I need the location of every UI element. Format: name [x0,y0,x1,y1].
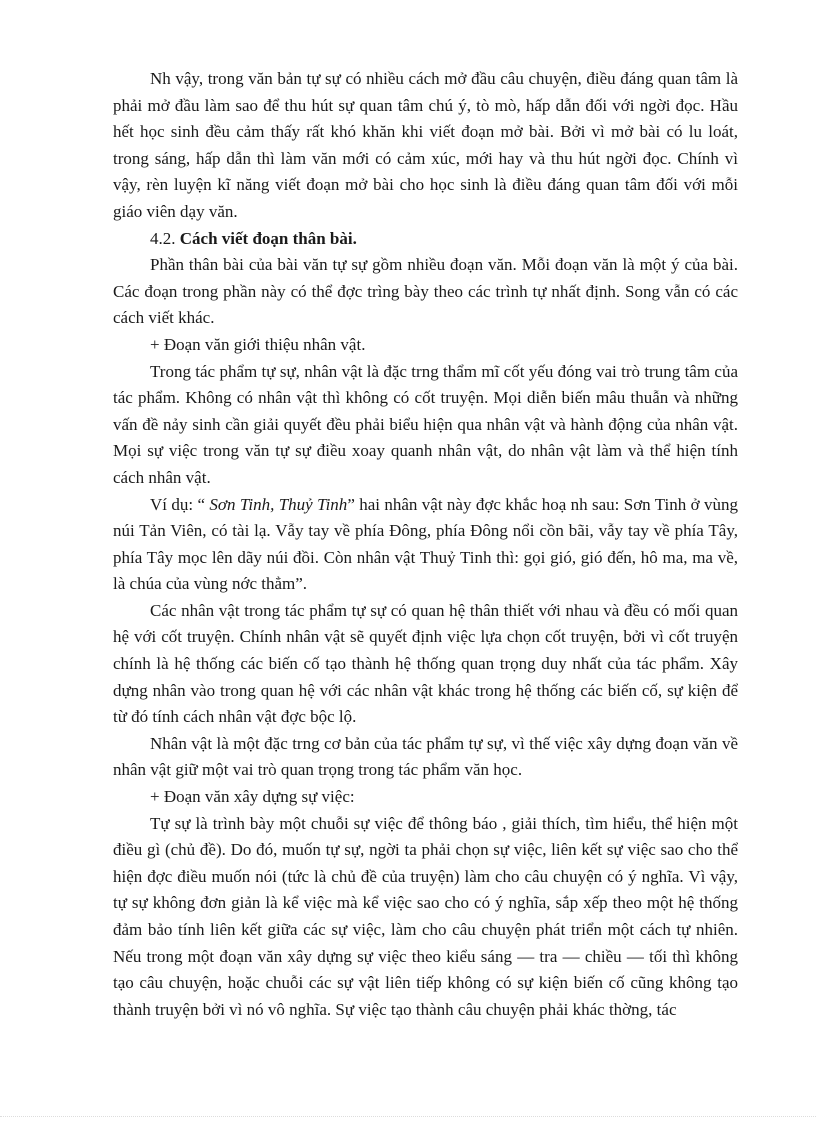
subheading-character: + Đoạn văn giới thiệu nhân vật. [150,334,366,354]
example-prefix: Ví dụ: “ [150,494,210,514]
subheading-events: + Đoạn văn xây dựng sự việc: [150,787,355,807]
document-page [113,66,738,1023]
paragraph-body-overview: Phần thân bài của bài văn tự sự gồm nhiều đoạn văn. Mỗi đoạn văn là một ý của bài. Các đoạn trong phần này có thể đợc trìng bày theo các trình tự nhất định. Song vẫn có các cách viết khác. [113,255,738,328]
paragraph-character-relations: Các nhân vật trong tác phẩm tự sự có quan hệ thân thiết với nhau và đều có mối quan hệ với cốt truyện. Chính nhân vật sẽ quyết định việc lựa chọn cốt truyện, bởi vì cốt truyện chính là hệ thống các biến cố tạo thành hệ thống quan trọng duy nhất của tác phẩm. Xây dựng nhân vào trong quan hệ với các nhân vật khác trong hệ thống các biến cố, sự kiện để từ đó tính cách nhân vật đợc bộc lộ. [113,600,738,727]
paragraph-intro: Nh vậy, trong văn bản tự sự có nhiều cách mở đầu câu chuyện, điều đáng quan tâm là phải mở đầu làm sao để thu hút sự quan tâm chú ý, tò mò, hấp dẫn đối với ngời đọc. Hầu hết học sinh đều cảm thấy rất khó khăn khi viết đoạn mở bài. Bởi vì mở bài có lu loát, trong sáng, hấp dẫn thì làm văn mới có cảm xúc, mới hay và thu hút ngời đọc. Chính vì vậy, rèn luyện kĩ năng viết đoạn mở bài cho học sinh là điều đáng quan tâm đối với mỗi giáo viên dạy văn. [113,69,738,221]
example-text: ” hai nhân vật này đợc khắc hoạ nh sau: Sơn Tinh ở vùng núi Tản Viên, có tài lạ. Vẫy tay về phía Đông, phía Đông nổi cồn bãi, vẫy tay về phía Tây, phía Tây mọc lên dãy núi đồi. Còn nhân vật Thuỷ Tinh thì: gọi gió, gió đến, hô ma, ma về, là chúa của vùng nớc thẳm”. [113,494,738,594]
paragraph-character-importance: Nhân vật là một đặc trng cơ bản của tác phẩm tự sự, vì thế việc xây dựng đoạn văn về nhân vật giữ một vai trò quan trọng trong tác phẩm văn học. [113,733,738,780]
paragraph-example [113,492,738,598]
section-heading-title: Cách viết đoạn thân bài. [179,228,357,248]
paragraph-events: Tự sự là trình bày một chuỗi sự việc để thông báo , giải thích, tìm hiểu, thể hiện một điều gì (chủ đề). Do đó, muốn tự sự, ngời ta phải chọn sự việc, liên kết sự việc sao cho thể hiện đợc điều muốn nói (tức là chủ đề của truyện) làm cho câu chuyện có ý nghĩa. Vì vậy, tự sự không đơn giản là kể việc mà kể việc sao cho có ý nghĩa, sắp xếp theo một hệ thống đảm bảo tính liên kết giữa các sự việc, làm cho câu chuyện phát triển một cách tự nhiên. Nếu trong một đoạn văn xây dựng sự việc theo kiểu sáng — tra — chiều — tối thì không tạo câu chuyện, hoặc chuỗi các sự vật liên tiếp không có sự kiện biến cố cũng không tạo thành truyện bởi vì nó vô nghĩa. Sự việc tạo thành câu chuyện phải khác thờng, tác [113,813,738,1019]
section-heading-number: 4.2. [150,228,176,248]
page-bottom-divider [0,1116,816,1117]
paragraph-character-role: Trong tác phẩm tự sự, nhân vật là đặc trng thẩm mĩ cốt yếu đóng vai trò trung tâm của tác phẩm. Không có nhân vật thì không có cốt truyện. Mọi diễn biến mâu thuẫn và những vấn đề nảy sinh cần giải quyết đều phải biểu hiện qua nhân vật và hành động của nhân vật. Mọi sự việc trong văn tự sự điều xoay quanh nhân vật, do nhân vật làm và thể hiện tính cách nhân vật. [113,361,738,487]
section-heading [113,226,738,253]
example-story-title: Sơn Tinh, Thuỷ Tinh [209,494,348,514]
